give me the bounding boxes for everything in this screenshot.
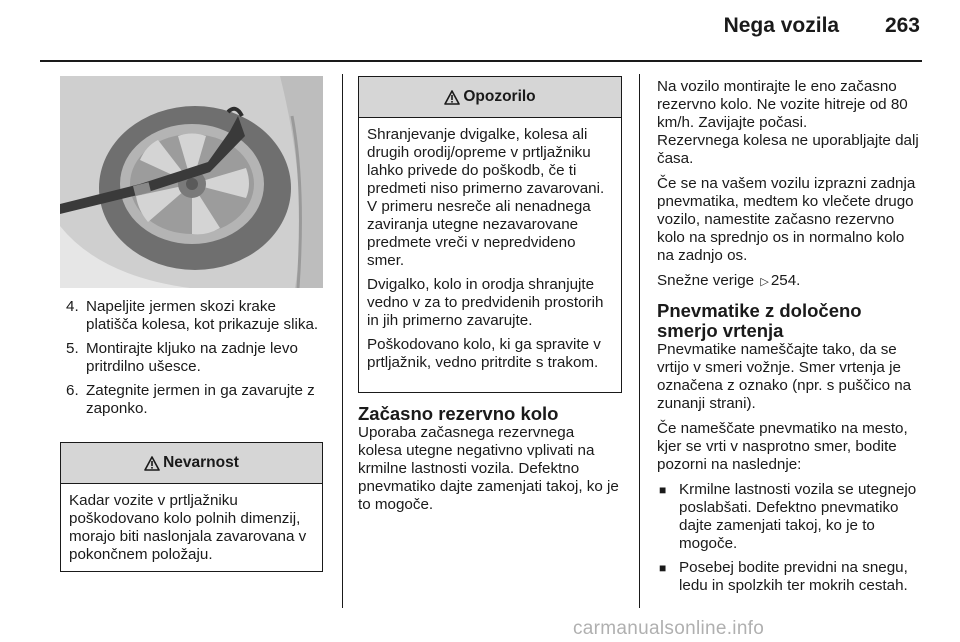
list-item: 5. Montirajte kljuko na zadnje levo pritrdilno ušesce. <box>66 340 298 375</box>
header-rule <box>40 60 922 62</box>
paragraph: Rezervnega kolesa ne uporabljajte dalj časa. <box>657 132 919 167</box>
list-item: 6. Zategnite jermen in ga zavarujte z zaponko. <box>66 382 315 417</box>
caution-title: Nevarnost <box>163 454 239 471</box>
page-header <box>724 14 920 38</box>
warning-box <box>358 76 622 393</box>
bullet-square-icon: ■ <box>659 561 667 575</box>
spare-wheel-illustration <box>60 76 323 288</box>
paragraph: Če nameščate pnevmatiko na mesto, kjer se vrti v nasprotno smer, bodite pozorni na naslednje: <box>657 420 908 473</box>
page-title: Nega vozila <box>723 14 840 37</box>
paragraph: Pnevmatike nameščajte tako, da se vrtijo v smeri vožnje. Smer vrtenja je označena z oznako (npr. s puščico na zunanji strani). <box>657 341 912 412</box>
steps-list <box>66 298 328 424</box>
warning-title: Opozorilo <box>463 88 536 105</box>
column-divider-right <box>639 74 640 608</box>
snow-chains-reference: Snežne verige ▷ 254. <box>657 272 801 289</box>
right-column <box>657 78 925 601</box>
page-number: 263 <box>884 14 920 37</box>
section-heading: Začasno rezervno kolo <box>358 403 559 424</box>
spare-wheel-section <box>358 404 620 514</box>
caution-box <box>60 442 323 572</box>
list-item: 4. Napeljite jermen skozi krake platišča kolesa, kot prikazuje slika. <box>66 298 319 333</box>
watermark: carmanualsonline.info <box>573 618 765 639</box>
page-reference-link[interactable]: 254. <box>770 272 801 289</box>
spare-wheel-photo <box>60 76 323 288</box>
section-heading: Pnevmatike z določeno smerjo vrtenja <box>657 300 862 341</box>
paragraph: Na vozilo montirajte le eno začasno rezervno kolo. Ne vozite hitreje od 80 km/h. Zavijajte počasi. <box>657 78 908 131</box>
paragraph: Če se na vašem vozilu izprazni zadnja pnevmatika, medtem ko vlečete drugo vozilo, namestite začasno rezervno kolo na sprednjo os in normalno kolo na zadnjo os. <box>657 175 916 264</box>
warning-triangle-icon <box>144 456 160 471</box>
warning-box-header <box>359 77 621 118</box>
arrow-reference-icon: ▷ <box>760 276 769 288</box>
warning-triangle-icon <box>444 90 460 105</box>
caution-text: Kadar vozite v prtljažniku poškodovano kolo polnih dimenzij, morajo biti naslonjala zavarovana v pokončnem položaju. <box>69 492 307 563</box>
warning-paragraph: Shranjevanje dvigalke, kolesa ali drugih orodij/opreme v prtljažniku lahko privede do poškodb, če ti predmeti niso primerno zavarovani. V primeru nesreče ali nenadnega zaviranja utegne nezavarovane predmete vreči v nepredvideno smer. <box>367 126 605 269</box>
column-divider-left <box>342 74 343 608</box>
warning-paragraph: Poškodovano kolo, ki ga spravite v prtljažnik, vedno pritrdite s trakom. <box>367 336 601 371</box>
section-text: Uporaba začasnega rezervnega kolesa utegne negativno vplivati na krmilne lastnosti vozila. Defektno pnevmatiko dajte zamenjati takoj, ko je to mogoče. <box>358 424 619 513</box>
bullet-square-icon: ■ <box>659 483 667 497</box>
warning-paragraph: Dvigalko, kolo in orodja shranjujte vedno v za to predvidenih prostorih in jih primerno zavarujte. <box>367 276 604 329</box>
list-item: ■ Krmilne lastnosti vozila se utegnejo poslabšati. Defektno pnevmatiko dajte zamenjati takoj, ko je to mogoče. <box>659 481 917 552</box>
caution-box-header <box>61 443 322 484</box>
list-item: ■ Posebej bodite previdni na snegu, ledu in spolzkih ter mokrih cestah. <box>659 559 908 594</box>
